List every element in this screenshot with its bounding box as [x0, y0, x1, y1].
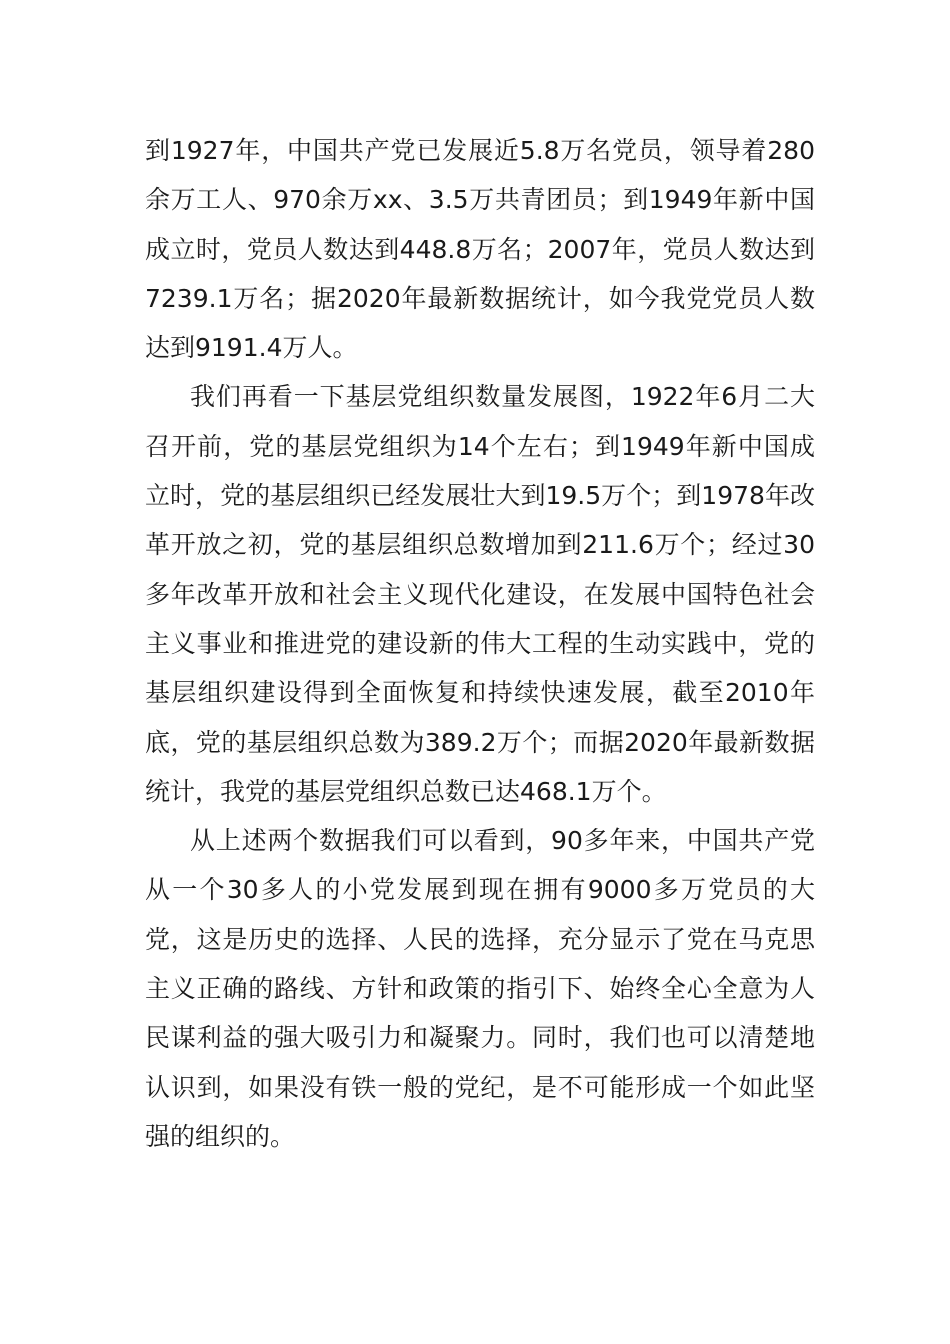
paragraph-grassroots-organizations: 我们再看一下基层党组织数量发展图，1922年6月二大召开前，党的基层党组织为14个左右；到1949年新中国成立时，党的基层组织已经发展壮大到19.5万个；到1978年改革开放之初，党的基层组织总数增加到211.6万个；经过30多年改革开放和社会主义现代化建设，在发展中国特色社会主义事业和推进党的建设新的伟大工程的生动实践中，党的基层组织建设得到全面恢复和持续快速发展，截至2010年底，党的基层组织总数为389.2万个；而据2020年最新数据统计，我党的基层党组织总数已达468.1万个。 [145, 382, 815, 806]
paragraph-conclusion: 从上述两个数据我们可以看到，90多年来，中国共产党从一个30多人的小党发展到现在拥有9000多万党员的大党，这是历史的选择、人民的选择，充分显示了党在马克思主义正确的路线、方针和政策的指引下、始终全心全意为人民谋利益的强大吸引力和凝聚力。同时，我们也可以清楚地认识到，如果没有铁一般的党纪，是不可能形成一个如此坚强的组织的。 [145, 826, 815, 1151]
paragraph-membership-growth: 到1927年，中国共产党已发展近5.8万名党员，领导着280余万工人、970余万xx、3.5万共青团员；到1949年新中国成立时，党员人数达到448.8万名；2007年，党员人数达到7239.1万名；据2020年最新数据统计，如今我党党员人数达到9191.4万人。 [145, 136, 815, 363]
document-body [145, 126, 815, 1161]
